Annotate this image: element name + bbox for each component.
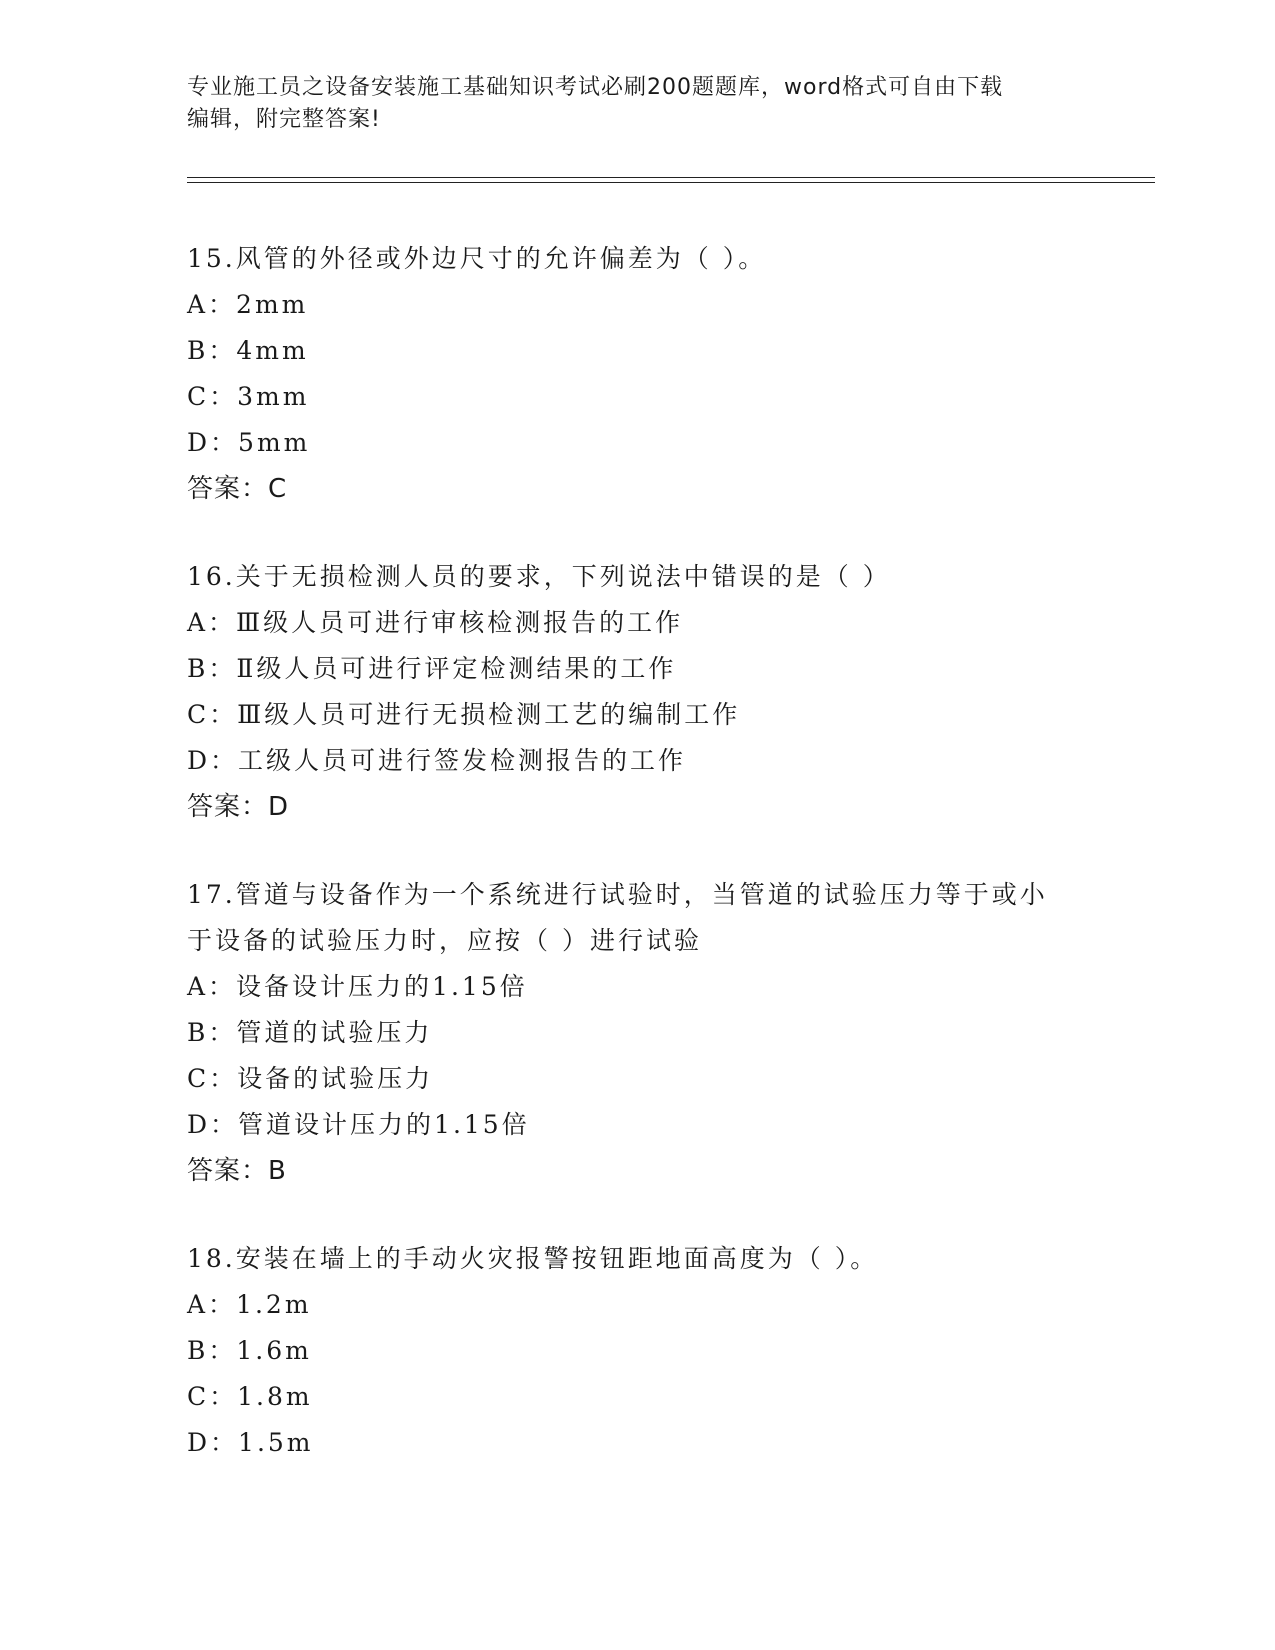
header-divider-top — [187, 177, 1155, 178]
question-stem — [187, 554, 1147, 600]
question-stem — [187, 1236, 1147, 1282]
question-stem-line: 于设备的试验压力时，应按（ ）进行试验 — [187, 926, 702, 955]
option-d: D：1.5m — [187, 1428, 314, 1457]
document-header — [187, 72, 1087, 136]
option-b: B：管道的试验压力 — [187, 1018, 433, 1047]
question-16 — [187, 554, 1147, 830]
question-stem-line: 15.风管的外径或外边尺寸的允许偏差为（ ）。 — [187, 244, 767, 273]
option-a: A：Ⅲ级人员可进行审核检测报告的工作 — [187, 608, 684, 637]
question-stem — [187, 872, 1147, 964]
option-c: C：1.8m — [187, 1382, 313, 1411]
header-line-2: 编辑，附完整答案! — [187, 107, 381, 132]
question-17 — [187, 872, 1147, 1194]
answer-text: 答案：C — [187, 474, 288, 504]
answer-text: 答案：B — [187, 1156, 287, 1186]
option-b: B：Ⅱ级人员可进行评定检测结果的工作 — [187, 654, 677, 683]
question-stem-line: 18.安装在墙上的手动火灾报警按钮距地面高度为（ ）。 — [187, 1244, 879, 1273]
option-a: A：1.2m — [187, 1290, 312, 1319]
question-list — [187, 236, 1147, 1508]
answer-text: 答案：D — [187, 792, 290, 822]
question-stem-line: 17.管道与设备作为一个系统进行试验时，当管道的试验压力等于或小 — [187, 880, 1048, 909]
question-15 — [187, 236, 1147, 512]
option-a: A：2mm — [187, 290, 309, 319]
question-stem — [187, 236, 1147, 282]
header-line-1: 专业施工员之设备安装施工基础知识考试必刷200题题库，word格式可自由下载 — [187, 75, 1004, 100]
option-d: D：工级人员可进行签发检测报告的工作 — [187, 746, 687, 775]
option-a: A：设备设计压力的1.15倍 — [187, 972, 528, 1001]
question-stem-line: 16.关于无损检测人员的要求，下列说法中错误的是（ ） — [187, 562, 891, 591]
option-c: C：Ⅲ级人员可进行无损检测工艺的编制工作 — [187, 700, 741, 729]
option-c: C：3mm — [187, 382, 310, 411]
option-c: C：设备的试验压力 — [187, 1064, 434, 1093]
header-divider-bottom — [187, 182, 1155, 183]
option-b: B：1.6m — [187, 1336, 312, 1365]
option-d: D：5mm — [187, 428, 311, 457]
option-b: B：4mm — [187, 336, 309, 365]
question-18 — [187, 1236, 1147, 1466]
option-d: D：管道设计压力的1.15倍 — [187, 1110, 530, 1139]
